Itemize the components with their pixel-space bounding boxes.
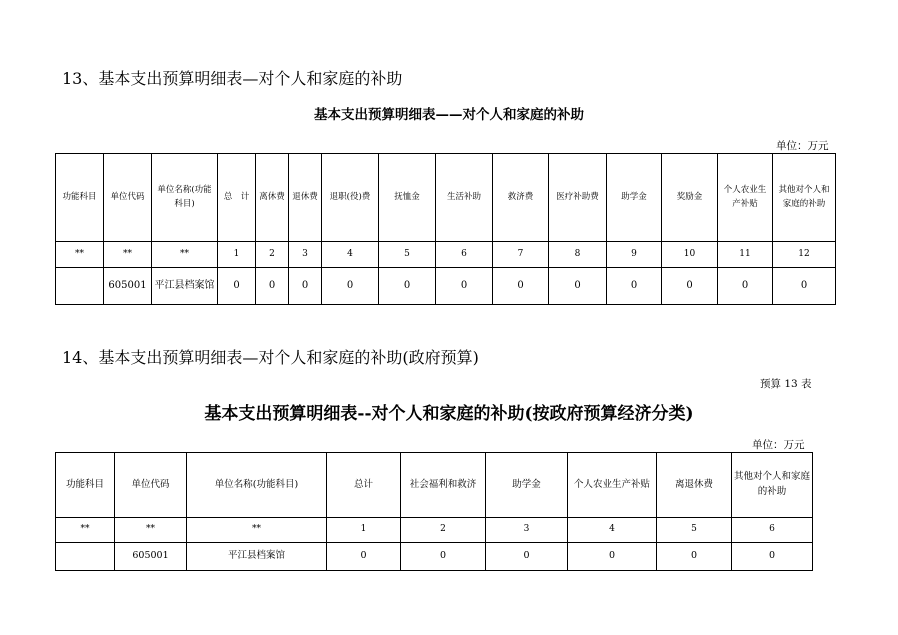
- table-header-row: [56, 453, 813, 518]
- header-cell: 总 计: [218, 154, 256, 242]
- index-cell: 5: [657, 518, 732, 543]
- header-cell: 单位名称(功能科目): [187, 453, 327, 518]
- index-cell: 1: [218, 242, 256, 268]
- index-cell: **: [56, 518, 115, 543]
- header-cell: 功能科目: [56, 453, 115, 518]
- index-cell: 7: [493, 242, 549, 268]
- table-14: [55, 452, 813, 571]
- index-cell: 8: [549, 242, 607, 268]
- header-cell: 救济费: [493, 154, 549, 242]
- header-cell: 个人农业生产补贴: [718, 154, 773, 242]
- header-cell: 总计: [327, 453, 401, 518]
- index-cell: 11: [718, 242, 773, 268]
- index-cell: 10: [662, 242, 718, 268]
- data-cell: 0: [327, 543, 401, 571]
- data-cell: 0: [436, 268, 493, 305]
- table-14-note: 预算 13 表: [760, 378, 812, 390]
- table-13: [55, 153, 836, 305]
- index-cell: 2: [401, 518, 486, 543]
- header-cell: 退休费: [289, 154, 322, 242]
- data-cell: 0: [657, 543, 732, 571]
- data-cell: 0: [486, 543, 568, 571]
- index-cell: **: [56, 242, 104, 268]
- index-cell: **: [152, 242, 218, 268]
- data-cell: 0: [401, 543, 486, 571]
- index-cell: 4: [322, 242, 379, 268]
- header-cell: 其他对个人和家庭的补助: [773, 154, 836, 242]
- header-cell: 奖励金: [662, 154, 718, 242]
- data-cell: 0: [322, 268, 379, 305]
- table-index-row: [56, 242, 836, 268]
- table-13-unit: 单位：万元: [776, 140, 829, 152]
- header-cell: 单位名称(功能科目): [152, 154, 218, 242]
- index-cell: 2: [256, 242, 289, 268]
- data-cell: 0: [662, 268, 718, 305]
- table-index-row: [56, 518, 813, 543]
- section-14-heading: 14、基本支出预算明细表—对个人和家庭的补助(政府预算): [62, 348, 479, 367]
- header-cell: 单位代码: [115, 453, 187, 518]
- header-cell: 生活补助: [436, 154, 493, 242]
- header-cell: 离退休费: [657, 453, 732, 518]
- data-cell: 平江县档案馆: [152, 268, 218, 305]
- header-cell: 功能科目: [56, 154, 104, 242]
- index-cell: 6: [436, 242, 493, 268]
- table-row: [56, 268, 836, 305]
- index-cell: 9: [607, 242, 662, 268]
- data-cell: 0: [732, 543, 813, 571]
- data-cell: 0: [773, 268, 836, 305]
- data-cell: 0: [289, 268, 322, 305]
- data-cell: 0: [218, 268, 256, 305]
- index-cell: 4: [568, 518, 657, 543]
- data-cell: 0: [379, 268, 436, 305]
- data-cell: [56, 543, 115, 571]
- header-cell: 其他对个人和家庭的补助: [732, 453, 813, 518]
- data-cell: 0: [549, 268, 607, 305]
- table-row: [56, 543, 813, 571]
- header-cell: 退职(役)费: [322, 154, 379, 242]
- data-cell: 0: [607, 268, 662, 305]
- index-cell: 3: [486, 518, 568, 543]
- data-cell: 0: [256, 268, 289, 305]
- header-cell: 助学金: [486, 453, 568, 518]
- header-cell: 社会福利和救济: [401, 453, 486, 518]
- data-cell: 平江县档案馆: [187, 543, 327, 571]
- table-header-row: [56, 154, 836, 242]
- index-cell: 1: [327, 518, 401, 543]
- index-cell: **: [187, 518, 327, 543]
- header-cell: 医疗补助费: [549, 154, 607, 242]
- header-cell: 抚恤金: [379, 154, 436, 242]
- index-cell: 5: [379, 242, 436, 268]
- header-cell: 助学金: [607, 154, 662, 242]
- index-cell: 12: [773, 242, 836, 268]
- header-cell: 离休费: [256, 154, 289, 242]
- header-cell: 单位代码: [104, 154, 152, 242]
- data-cell: 0: [568, 543, 657, 571]
- section-13-heading: 13、基本支出预算明细表—对个人和家庭的补助: [62, 69, 403, 88]
- index-cell: 3: [289, 242, 322, 268]
- table-14-unit: 单位：万元: [752, 439, 805, 451]
- data-cell: 0: [718, 268, 773, 305]
- data-cell: [56, 268, 104, 305]
- table-13-title: 基本支出预算明细表——对个人和家庭的补助: [314, 107, 584, 123]
- data-cell: 0: [493, 268, 549, 305]
- header-cell: 个人农业生产补贴: [568, 453, 657, 518]
- data-cell: 605001: [104, 268, 152, 305]
- data-cell: 605001: [115, 543, 187, 571]
- index-cell: **: [115, 518, 187, 543]
- index-cell: 6: [732, 518, 813, 543]
- index-cell: **: [104, 242, 152, 268]
- table-14-title: 基本支出预算明细表--对个人和家庭的补助(按政府预算经济分类): [204, 404, 694, 424]
